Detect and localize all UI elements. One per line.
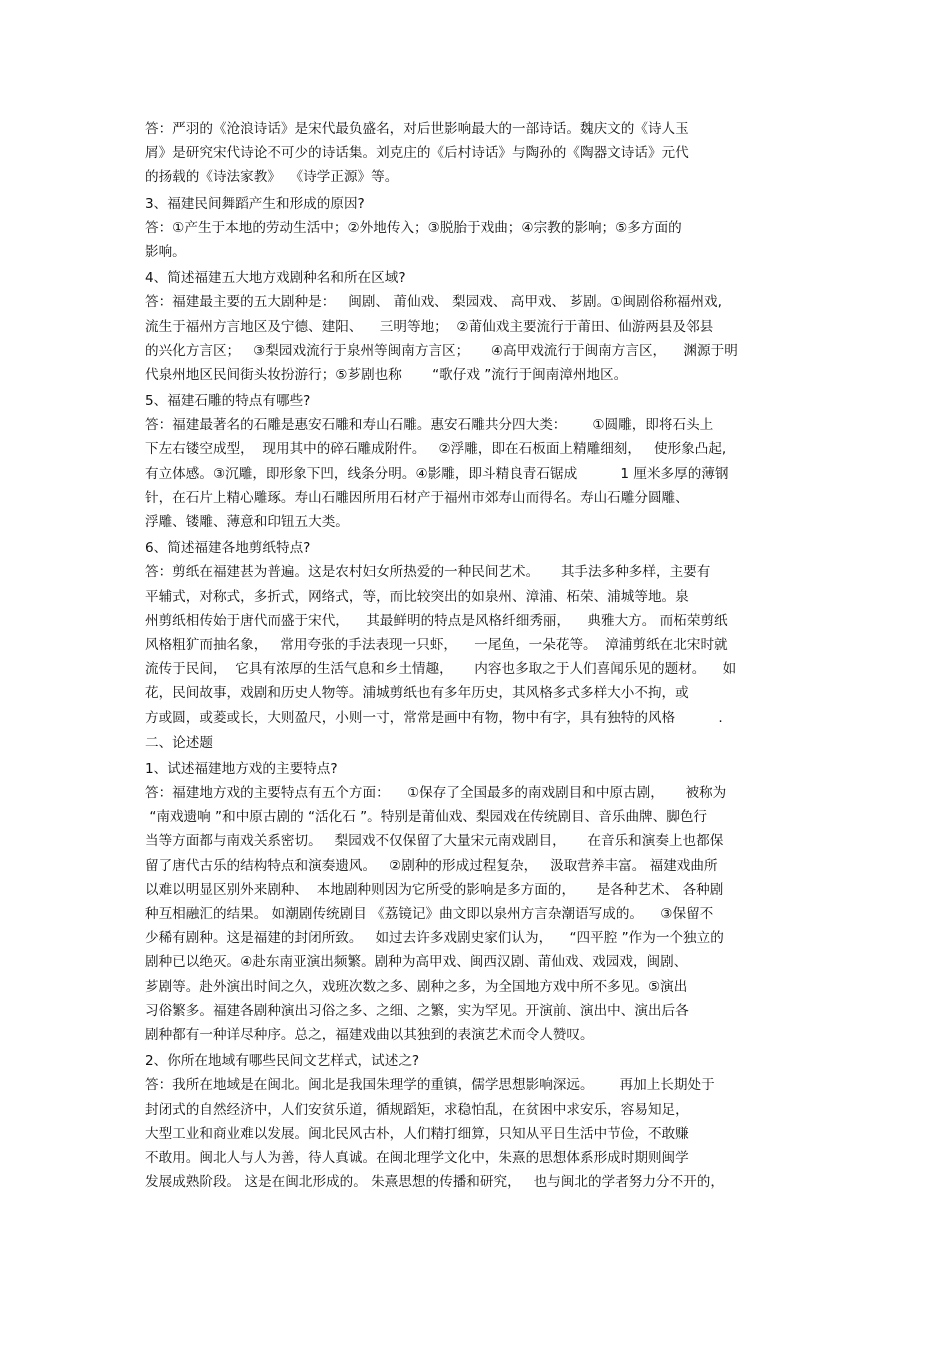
answer-line: 芗剧等。赴外演出时间之久，戏班次数之多、剧种之多，为全国地方戏中所不多见。⑤演出 (145, 978, 688, 995)
answer-line: 屑》是研究宋代诗论不可少的诗话集。刘克庄的《后村诗话》与陶孙的《陶器文诗话》元代 (145, 145, 689, 162)
answer-line: 当等方面都与南戏关系密切。 梨园戏不仅保留了大量宋元南戏剧目， 在音乐和演奏上也都保 (145, 833, 724, 850)
answer-line: 风格粗犷而抽名象， 常用夸张的手法表现一只虾， 一尾鱼，一朵花等。 漳浦剪纸在北宋时就 (145, 636, 728, 653)
answer-line: 封闭式的自然经济中，人们安贫乐道，循规蹈矩，求稳怕乱，在贫困中求安乐，容易知足， (145, 1101, 689, 1118)
answer-line: “南戏遗响 ”和中原古剧的 “活化石 ”。特别是莆仙戏、梨园戏在传统剧目、音乐曲牌、脚色行 (145, 809, 708, 826)
answer-line: 答：我所在地域是在闽北。闽北是我国朱理学的重镇，儒学思想影响深远。 再加上长期处于 (145, 1077, 715, 1094)
answer-line: 流生于福州方言地区及宁德、建阳、 三明等地； ②莆仙戏主要流行于莆田、仙游两县及邻县 (145, 318, 714, 335)
answer-line: 答：剪纸在福建甚为普遍。这是农村妇女所热爱的一种民间艺术。 其手法多种多样，主要有 (145, 564, 711, 581)
answer-line: 下左右镂空成型， 现用其中的碎石雕成附件。 ②浮雕，即在石板面上精雕细刻， 使形象凸起, (145, 441, 727, 458)
answer-line: 的扬载的《诗法家教》 《诗学正源》等。 (145, 169, 399, 186)
answer-line: 有立体感。③沉雕，即形象下凹，线条分明。④影雕，即斗精良青石锯成 1 厘米多厚的薄钢 (145, 465, 729, 482)
question-heading: 6、简述福建各地剪纸特点? (145, 540, 311, 557)
answer-line: 习俗繁多。福建各剧种演出习俗之多、之细、之繁，实为罕见。开演前、演出中、演出后各 (145, 1002, 689, 1019)
answer-line: 答：福建地方戏的主要特点有五个方面： ①保存了全国最多的南戏剧目和中原古剧， 被称为 (145, 785, 727, 802)
answer-line: 大型工业和商业难以发展。闽北民风古朴，人们精打细算，只知从平日生活中节俭，不敢赚 (145, 1125, 689, 1142)
answer-line: 剧种都有一种详尽种序。总之，福建戏曲以其独到的表演艺术而令人赞叹。 (145, 1026, 594, 1043)
answer-line: 答：严羽的《沧浪诗话》是宋代最负盛名，对后世影响最大的一部诗话。魏庆文的《诗人玉 (145, 121, 689, 137)
answer-line: 州剪纸相传始于唐代而盛于宋代， 其最鲜明的特点是风格纤细秀丽， 典雅大方。 而柘荣剪纸 (145, 612, 728, 629)
answer-line: 针，在石片上精心雕琢。寿山石雕因所用石材产于福州市郊寿山而得名。寿山石雕分圆雕、 (145, 489, 689, 506)
answer-line: 发展成熟阶段。 这是在闽北形成的。 朱熹思想的传播和研究， 也与闽北的学者努力分不开的， (145, 1174, 724, 1191)
answer-line: 流传于民间， 它具有浓厚的生活气息和乡土情趣， 内容也多取之于人们喜闻乐见的题材。 如 (145, 661, 737, 678)
section-heading: 二、论述题 (145, 734, 213, 751)
answer-line: 浮雕、镂雕、薄意和印钮五大类。 (145, 514, 349, 530)
answer-line: 不敢用。闽北人与人为善，待人真诚。在闽北理学文化中，朱熹的思想体系形成时期则闽学 (145, 1149, 689, 1166)
document-body (145, 117, 815, 1194)
question-heading: 2、你所在地域有哪些民间文艺样式，试述之? (145, 1053, 420, 1070)
answer-line: 种互相融汇的结果。 如潮剧传统剧目 《荔镜记》曲文即以泉州方言杂潮语写成的。 ③保留不 (145, 906, 714, 922)
answer-line: 平辅式，对称式，多折式，网络式，等，而比较突出的如泉州、漳浦、柘荣、浦城等地。泉 (145, 588, 689, 605)
answer-line: 答：福建最著名的石雕是惠安石雕和寿山石雕。惠安石雕共分四大类： ①圆雕，即将石头上 (145, 417, 714, 434)
question-heading: 1、试述福建地方戏的主要特点? (145, 760, 338, 777)
answer-line: 方或圆，或菱或长，大则盈尺，小则一寸，常常是画中有物，物中有字，具有独特的风格 . (145, 709, 723, 726)
question-heading: 5、福建石雕的特点有哪些? (145, 393, 311, 410)
answer-line: 答：福建最主要的五大剧种是： 闽剧、 莆仙戏、 梨园戏、 高甲戏、 芗剧。①闽剧俗称福州戏, (145, 294, 722, 311)
question-heading: 3、福建民间舞蹈产生和形成的原因? (145, 195, 365, 212)
answer-line: 代泉州地区民间街头妆扮游行；⑤芗剧也称 “歌仔戏 ”流行于闽南漳州地区。 (145, 366, 628, 383)
question-heading: 4、简述福建五大地方戏剧种名和所在区域? (145, 270, 406, 287)
answer-line: 答：①产生于本地的劳动生活中；②外地传入；③脱胎于戏曲；④宗教的影响；⑤多方面的 (145, 219, 682, 236)
answer-line: 的兴化方言区； ③梨园戏流行于泉州等闽南方言区； ④高甲戏流行于闽南方言区， 渊源于明 (145, 342, 738, 359)
answer-line: 少稀有剧种。这是福建的封闭所致。 如过去许多戏剧史家们认为， “四平腔 ”作为一个独立的 (145, 930, 724, 947)
answer-line: 花，民间故事，戏剧和历史人物等。浦城剪纸也有多年历史，其风格多式多样大小不拘，或 (145, 685, 689, 702)
answer-line: 留了唐代古乐的结构特点和演奏遗风。 ②剧种的形成过程复杂， 汲取营养丰富。 福建戏曲所 (145, 857, 718, 874)
answer-line: 以难以明显区别外来剧种、 本地剧种则因为它所受的影响是多方面的， 是各种艺术、 各种剧 (145, 881, 724, 898)
answer-line: 剧种已以绝灭。④赴东南亚演出频繁。剧种为高甲戏、闽西汉剧、莆仙戏、戏园戏，闽剧、 (145, 954, 688, 971)
answer-line: 影响。 (145, 243, 186, 260)
